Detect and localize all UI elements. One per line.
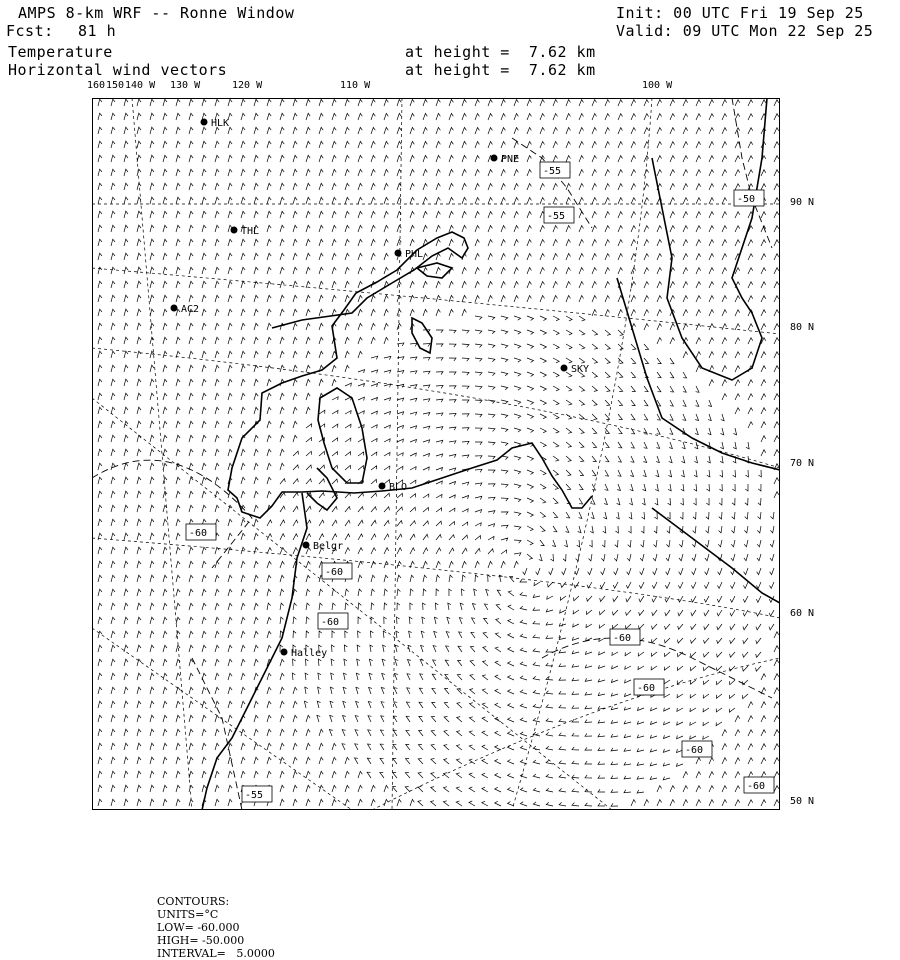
grid-lat-60 bbox=[92, 538, 780, 618]
valid-time: Valid: 09 UTC Mon 22 Sep 25 bbox=[616, 22, 874, 40]
station-label: PNE bbox=[501, 154, 520, 165]
contour-labels bbox=[186, 162, 774, 802]
map-border bbox=[93, 99, 780, 810]
station-hlk bbox=[201, 118, 230, 129]
svg-text:-55: -55 bbox=[547, 211, 566, 222]
station-belgr bbox=[303, 541, 344, 552]
svg-text:-60: -60 bbox=[189, 528, 208, 539]
station-label: Belgr bbox=[313, 541, 344, 552]
svg-text:-60: -60 bbox=[685, 745, 704, 756]
station-pne bbox=[491, 154, 520, 165]
contour-label bbox=[186, 524, 216, 540]
station-sky bbox=[561, 364, 590, 375]
lon-label-110w: 110 W bbox=[340, 80, 371, 91]
contour-interval: INTERVAL= 5.0000 bbox=[157, 947, 275, 960]
temperature-height: at height = 7.62 km bbox=[405, 43, 596, 61]
station-marker bbox=[281, 649, 288, 656]
station-marker bbox=[201, 119, 208, 126]
station-thl bbox=[231, 226, 260, 237]
lat-label-90n: 90 N bbox=[790, 197, 815, 208]
grid-lon-100 bbox=[512, 98, 652, 810]
station-halley bbox=[281, 648, 328, 659]
contour-label bbox=[544, 207, 574, 223]
svg-text:-60: -60 bbox=[613, 633, 632, 644]
station-label: AC2 bbox=[181, 304, 200, 315]
lat-label-80n: 80 N bbox=[790, 322, 815, 333]
station-label: BLO bbox=[389, 482, 408, 493]
coast-ronne-ice-shelf bbox=[228, 232, 592, 518]
grid-lat-50 bbox=[372, 658, 780, 810]
ice-rise-2 bbox=[417, 263, 452, 278]
station-marker bbox=[561, 365, 568, 372]
station-label: HLK bbox=[211, 118, 230, 129]
lon-label-130w: 130 W bbox=[170, 80, 201, 91]
coast-east-islands bbox=[652, 98, 767, 380]
contour-units: UNITS=°C bbox=[157, 908, 219, 921]
lon-label-100w: 100 W bbox=[642, 80, 673, 91]
lon-label-120w: 120 W bbox=[232, 80, 263, 91]
forecast-label: Fcst: bbox=[6, 22, 54, 40]
map-title: AMPS 8-km WRF -- Ronne Window bbox=[18, 4, 295, 22]
svg-text:-55: -55 bbox=[543, 166, 562, 177]
svg-text:-50: -50 bbox=[737, 194, 756, 205]
station-phl bbox=[395, 249, 424, 260]
forecast-hours: 81 h bbox=[78, 22, 117, 40]
coastline bbox=[202, 98, 780, 810]
coast-east-land bbox=[617, 278, 780, 470]
station-label: SKY bbox=[571, 364, 590, 375]
contour-legend bbox=[150, 882, 279, 960]
grid-lon-120 bbox=[132, 98, 192, 810]
lon-label-150: 150 bbox=[106, 80, 125, 91]
contours-label: CONTOURS: bbox=[157, 895, 230, 908]
grid-lat-70 bbox=[92, 348, 780, 468]
lat-label-60n: 60 N bbox=[790, 608, 815, 619]
station-marker bbox=[491, 155, 498, 162]
svg-text:-60: -60 bbox=[747, 781, 766, 792]
contour-label bbox=[734, 190, 764, 206]
station-marker bbox=[395, 250, 402, 257]
contour-label bbox=[242, 786, 272, 802]
field-temperature: Temperature bbox=[8, 43, 113, 61]
contour-label bbox=[682, 741, 712, 757]
svg-text:-60: -60 bbox=[637, 683, 656, 694]
lon-label-140w: 140 W bbox=[125, 80, 156, 91]
init-time: Init: 00 UTC Fri 19 Sep 25 bbox=[616, 4, 864, 22]
ice-rise-1 bbox=[412, 318, 432, 353]
station-ac2 bbox=[171, 304, 200, 315]
lat-label-50n: 50 N bbox=[790, 796, 815, 807]
contour-label bbox=[610, 629, 640, 645]
wind-barbs bbox=[98, 99, 779, 806]
station-marker bbox=[379, 483, 386, 490]
lat-lon-grid bbox=[92, 98, 780, 810]
lat-label-70n: 70 N bbox=[790, 458, 815, 469]
wind-height: at height = 7.62 km bbox=[405, 61, 596, 79]
svg-text:-60: -60 bbox=[321, 617, 340, 628]
svg-text:-55: -55 bbox=[245, 790, 264, 801]
contour-minus60-west bbox=[92, 460, 252, 568]
station-marker bbox=[171, 305, 178, 312]
station-label: THL bbox=[241, 226, 260, 237]
contour-label bbox=[634, 679, 664, 695]
wind-vector-field bbox=[98, 99, 779, 806]
lon-label-160: 160 bbox=[87, 80, 106, 91]
contour-label bbox=[540, 162, 570, 178]
contour-label bbox=[744, 777, 774, 793]
field-wind: Horizontal wind vectors bbox=[8, 61, 228, 79]
map-frame bbox=[92, 98, 780, 810]
svg-text:-60: -60 bbox=[325, 567, 344, 578]
coast-peninsula-east bbox=[307, 468, 337, 510]
station-label: Halley bbox=[291, 648, 328, 659]
contour-label bbox=[318, 613, 348, 629]
stations bbox=[171, 118, 590, 659]
contour-low: LOW= -60.000 bbox=[157, 921, 240, 934]
station-marker bbox=[231, 227, 238, 234]
contour-high: HIGH= -50.000 bbox=[157, 934, 245, 947]
contour-label bbox=[322, 563, 352, 579]
station-marker bbox=[303, 542, 310, 549]
station-label: PHL bbox=[405, 249, 424, 260]
